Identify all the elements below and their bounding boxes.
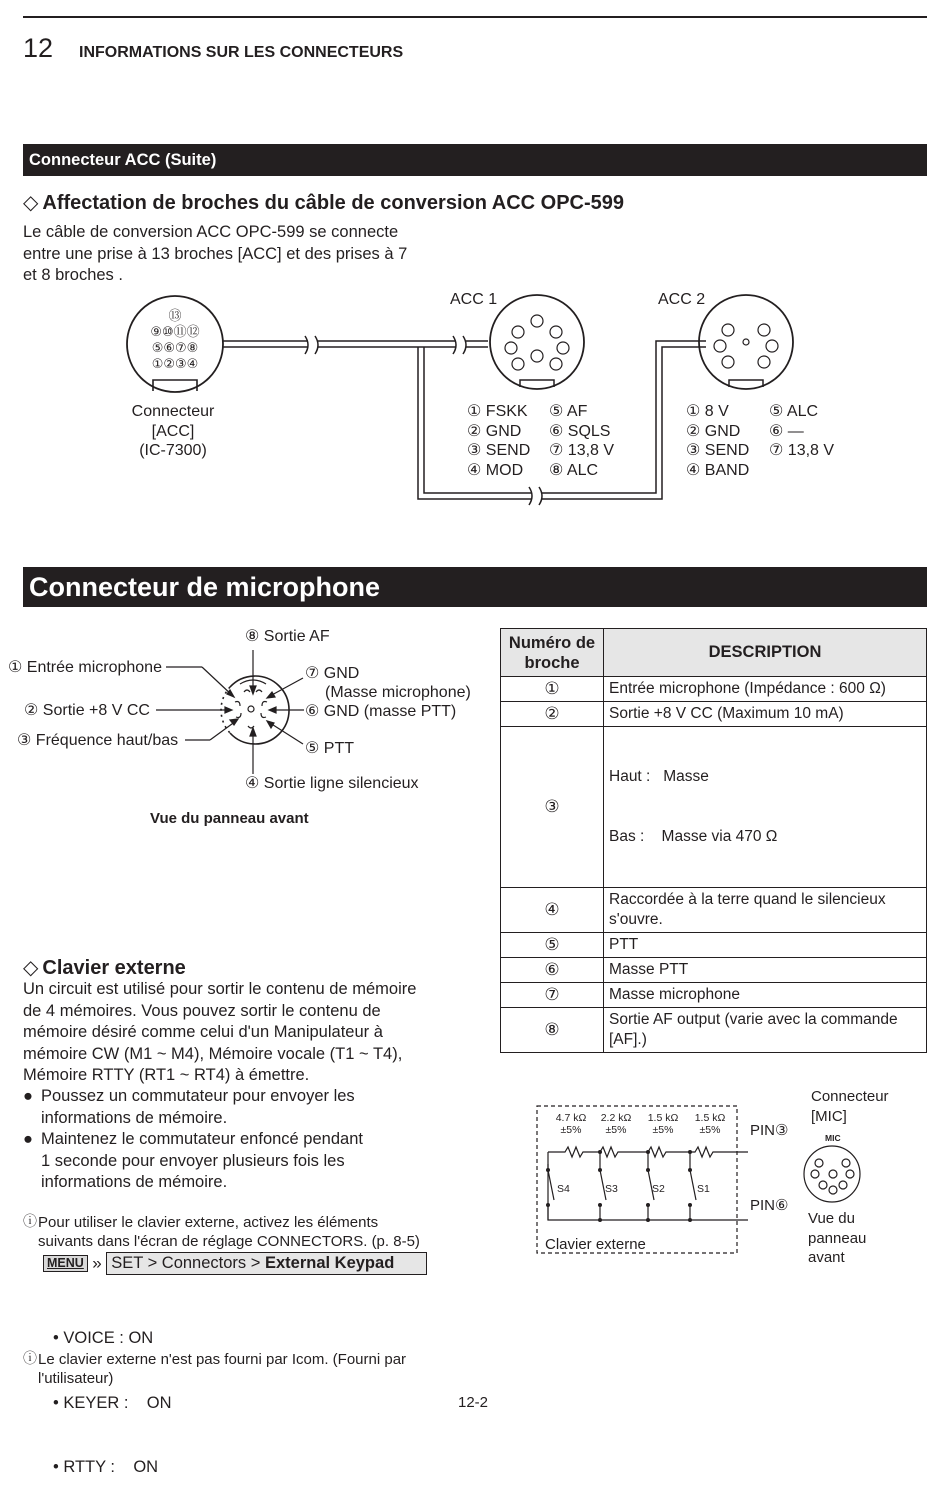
mic-connector-small-icon — [804, 1146, 860, 1202]
body-line: Un circuit est utilisé pour sortir le contenu de mémoire — [23, 980, 417, 998]
info-icon: ⓘ — [23, 1214, 37, 1230]
mic-label-pin1: ① Entrée microphone — [8, 659, 162, 676]
desc-cell — [604, 1008, 927, 1053]
desc-cell: Sortie +8 V CC (Maximum 10 mA) — [604, 702, 927, 727]
setting-line: • VOICE : ON — [53, 1329, 154, 1347]
pin-cell: ④ — [501, 888, 604, 933]
caption-line: [ACC] — [151, 422, 195, 440]
resistor-label — [553, 1112, 589, 1136]
pin-item: ① FSKK — [467, 403, 528, 420]
pin6-label: PIN⑥ — [750, 1197, 789, 1214]
diamond-icon: ◇ — [23, 957, 39, 979]
pin-row: ⑨⑩⑪⑫ — [150, 325, 200, 340]
body-line: mémoire CW (M1 ~ M4), Mémoire vocale (T1 ~ T4), — [23, 1044, 403, 1063]
pin-item: ⑧ ALC — [549, 461, 599, 479]
table-row — [501, 933, 927, 958]
desc-line: Raccordée à la terre quand le silencieux — [609, 891, 886, 908]
pin-item: ⑤ AF — [549, 403, 588, 420]
acc-section-bar: Connecteur ACC (Suite) — [23, 144, 927, 176]
caption-line: Connecteur — [131, 403, 215, 420]
mic-label-pin4: ④ Sortie ligne silencieux — [245, 775, 419, 792]
table-header-row — [501, 629, 927, 677]
table-row — [501, 983, 927, 1008]
caption-line: avant — [808, 1249, 845, 1266]
body-line: de 4 mémoires. Vous pouvez sortir le contenu de — [23, 1001, 381, 1020]
pin-cell: ⑦ — [501, 983, 604, 1008]
resistor-tolerance: ±5% — [699, 1124, 721, 1136]
pin-row: ⑬ — [168, 309, 182, 324]
acc-heading-text: Affectation de broches du câble de conversion ACC OPC-599 — [42, 192, 625, 214]
caption-line: Vue du — [808, 1210, 855, 1227]
acc-intro-line: entre une prise à 13 broches [ACC] et des prises à 7 — [23, 244, 408, 263]
pin-row: ①②③④ — [151, 357, 199, 372]
table-header-description: DESCRIPTION — [604, 629, 927, 677]
acc2-pin-list-right — [769, 402, 834, 461]
desc-line: Sortie AF output (varie avec la commande — [609, 1011, 898, 1028]
pin-item: ⑥ SQLS — [549, 422, 611, 440]
acc-connector-caption — [110, 402, 236, 461]
pin-item: ⑥ — — [769, 422, 804, 440]
switch-label: S4 — [557, 1183, 570, 1195]
desc-cell — [604, 888, 927, 933]
note-line: l'utilisateur) — [38, 1370, 114, 1387]
bullet-dot-icon: ● — [23, 1087, 33, 1105]
bullet-item — [23, 1086, 363, 1129]
desc-cell: Entrée microphone (Impédance : 600 Ω) — [604, 677, 927, 702]
menu-separator: » — [92, 1253, 102, 1273]
resistor-value: 1.5 kΩ — [647, 1112, 679, 1124]
menu-path — [43, 1252, 427, 1275]
desc-line: Haut : Masse — [609, 768, 709, 785]
table-header-pin — [501, 629, 604, 677]
body-line: Mémoire RTTY (RT1 ~ RT4) à émettre. — [23, 1066, 310, 1084]
switch-label: S1 — [697, 1183, 710, 1195]
bullet-line: Maintenez le commutateur enfoncé pendant — [41, 1130, 363, 1148]
menu-key-button[interactable]: MENU — [43, 1255, 88, 1272]
pin-item: ③ SEND — [467, 442, 531, 459]
acc2-label: ACC 2 — [658, 291, 706, 308]
bullet-line: Poussez un commutateur pour envoyer les — [41, 1087, 355, 1105]
diamond-icon: ◇ — [23, 192, 39, 214]
pin-item: ④ BAND — [686, 461, 750, 479]
pin-cell: ② — [501, 702, 604, 727]
caption-line: Connecteur — [811, 1088, 889, 1105]
table-row — [501, 677, 927, 702]
mic-view-caption-small — [808, 1209, 866, 1268]
acc-13pin-numbers — [145, 309, 205, 373]
note-block — [23, 1350, 406, 1388]
table-row — [501, 727, 927, 888]
acc-cable-diagram — [0, 280, 950, 520]
table-row — [501, 888, 927, 933]
menu-path-emphasis: External Keypad — [264, 1254, 395, 1272]
table-row — [501, 958, 927, 983]
pin3-label: PIN③ — [750, 1122, 789, 1139]
pin-item: ② GND — [467, 422, 522, 440]
mic-connector-caption — [811, 1087, 889, 1126]
bullet-line: 1 seconde pour envoyer plusieurs fois les — [41, 1151, 345, 1170]
acc2-pin-list-left — [686, 402, 749, 480]
keypad-settings — [53, 1285, 172, 1500]
desc-cell — [604, 727, 927, 888]
caption-line: panneau — [808, 1229, 867, 1247]
acc1-label: ACC 1 — [450, 291, 498, 308]
switch-label: S2 — [652, 1183, 665, 1195]
pin-item: ⑦ 13,8 V — [549, 442, 615, 459]
mic-pin-table — [500, 628, 927, 1053]
pin-cell: ⑥ — [501, 958, 604, 983]
keypad-box-caption: Clavier externe — [545, 1236, 646, 1253]
resistor-value: 2.2 kΩ — [600, 1112, 632, 1124]
table-row — [501, 1008, 927, 1053]
keypad-body — [23, 979, 416, 1087]
bullet-line: informations de mémoire. — [41, 1173, 228, 1191]
mic-label-pin3: ③ Fréquence haut/bas — [17, 732, 179, 749]
keypad-note-1 — [23, 1213, 420, 1251]
page-number: 12 — [23, 33, 54, 63]
acc2-7pin-din-icon — [699, 295, 793, 389]
mic-label-pin2: ② Sortie +8 V CC — [24, 702, 150, 719]
desc-line: s'ouvre. — [609, 911, 663, 928]
resistor-label — [598, 1112, 634, 1136]
note-line: Le clavier externe n'est pas fourni par Icom. (Fourni par — [38, 1351, 407, 1368]
keypad-heading — [23, 955, 186, 980]
pin-row: ⑤⑥⑦⑧ — [151, 341, 199, 356]
setting-line: • RTTY : ON — [53, 1458, 159, 1476]
acc-intro-line: Le câble de conversion ACC OPC-599 se connecte — [23, 223, 399, 241]
header-line: broche — [524, 653, 580, 672]
desc-cell: PTT — [604, 933, 927, 958]
body-line: mémoire désiré comme celui d'un Manipulateur à — [23, 1023, 383, 1041]
note-block — [23, 1213, 420, 1251]
menu-path-box — [106, 1252, 427, 1275]
desc-line: [AF].) — [609, 1031, 647, 1048]
note-line: suivants dans l'écran de réglage CONNECTORS. (p. 8-5) — [38, 1233, 420, 1250]
mic-label-pin5: ⑤ PTT — [305, 740, 355, 757]
pin-cell: ① — [501, 677, 604, 702]
acc1-8pin-din-icon — [490, 295, 584, 389]
bullet-item — [23, 1129, 363, 1194]
info-icon: ⓘ — [23, 1351, 37, 1367]
mic-view-caption: Vue du panneau avant — [150, 810, 309, 827]
acc-intro-line: et 8 broches . — [23, 266, 123, 284]
header-line: Numéro de — [508, 633, 596, 652]
mic-section-bar: Connecteur de microphone — [23, 567, 927, 607]
acc1-pin-list-left — [467, 402, 530, 480]
table-row — [501, 702, 927, 727]
caption-line: [MIC] — [811, 1107, 847, 1125]
resistor-tolerance: ±5% — [652, 1124, 674, 1136]
keypad-note-2 — [23, 1350, 406, 1388]
pin-item: ① 8 V — [686, 403, 729, 420]
mic-label-pin8: ⑧ Sortie AF — [245, 628, 330, 645]
desc-cell: Masse microphone — [604, 983, 927, 1008]
pin-cell: ⑧ — [501, 1008, 604, 1053]
acc-intro — [23, 222, 407, 287]
resistor-tolerance: ±5% — [605, 1124, 627, 1136]
setting-line: • KEYER : ON — [53, 1393, 172, 1412]
mic-label-pin6: ⑥ GND (masse PTT) — [305, 703, 457, 720]
chapter-title: INFORMATIONS SUR LES CONNECTEURS — [79, 44, 404, 61]
pin-item: ④ MOD — [467, 461, 524, 479]
menu-path-text: SET > Connectors > — [111, 1254, 265, 1272]
acc1-pin-list-right — [549, 402, 614, 480]
resistor-label — [645, 1112, 681, 1136]
pin-item: ⑦ 13,8 V — [769, 442, 835, 459]
acc-heading — [23, 190, 624, 215]
resistor-label — [692, 1112, 728, 1136]
pin-item: ② GND — [686, 422, 741, 440]
pin-item: ⑤ ALC — [769, 403, 819, 420]
resistor-value: 1.5 kΩ — [694, 1112, 726, 1124]
pin-item: ③ SEND — [686, 442, 750, 459]
resistor-tolerance: ±5% — [560, 1124, 582, 1136]
page-footer-number: 12-2 — [458, 1394, 489, 1411]
keypad-bullets — [23, 1086, 363, 1194]
caption-line: (IC-7300) — [139, 442, 207, 459]
keypad-heading-text: Clavier externe — [42, 957, 186, 979]
note-line: Pour utiliser le clavier externe, activez les éléments — [38, 1214, 379, 1231]
mic-label-pin7-note: (Masse microphone) — [325, 684, 471, 701]
header-rule — [23, 16, 927, 18]
bullet-line: informations de mémoire. — [41, 1108, 228, 1127]
pin-cell: ⑤ — [501, 933, 604, 958]
pin-cell: ③ — [501, 727, 604, 888]
bullet-dot-icon: ● — [23, 1130, 33, 1148]
mic-small-label: MIC — [825, 1133, 841, 1143]
resistor-value: 4.7 kΩ — [555, 1112, 587, 1124]
desc-cell: Masse PTT — [604, 958, 927, 983]
mic-label-pin7: ⑦ GND — [305, 665, 360, 682]
desc-line: Bas : Masse via 470 Ω — [609, 828, 778, 845]
switch-label: S3 — [605, 1183, 618, 1195]
